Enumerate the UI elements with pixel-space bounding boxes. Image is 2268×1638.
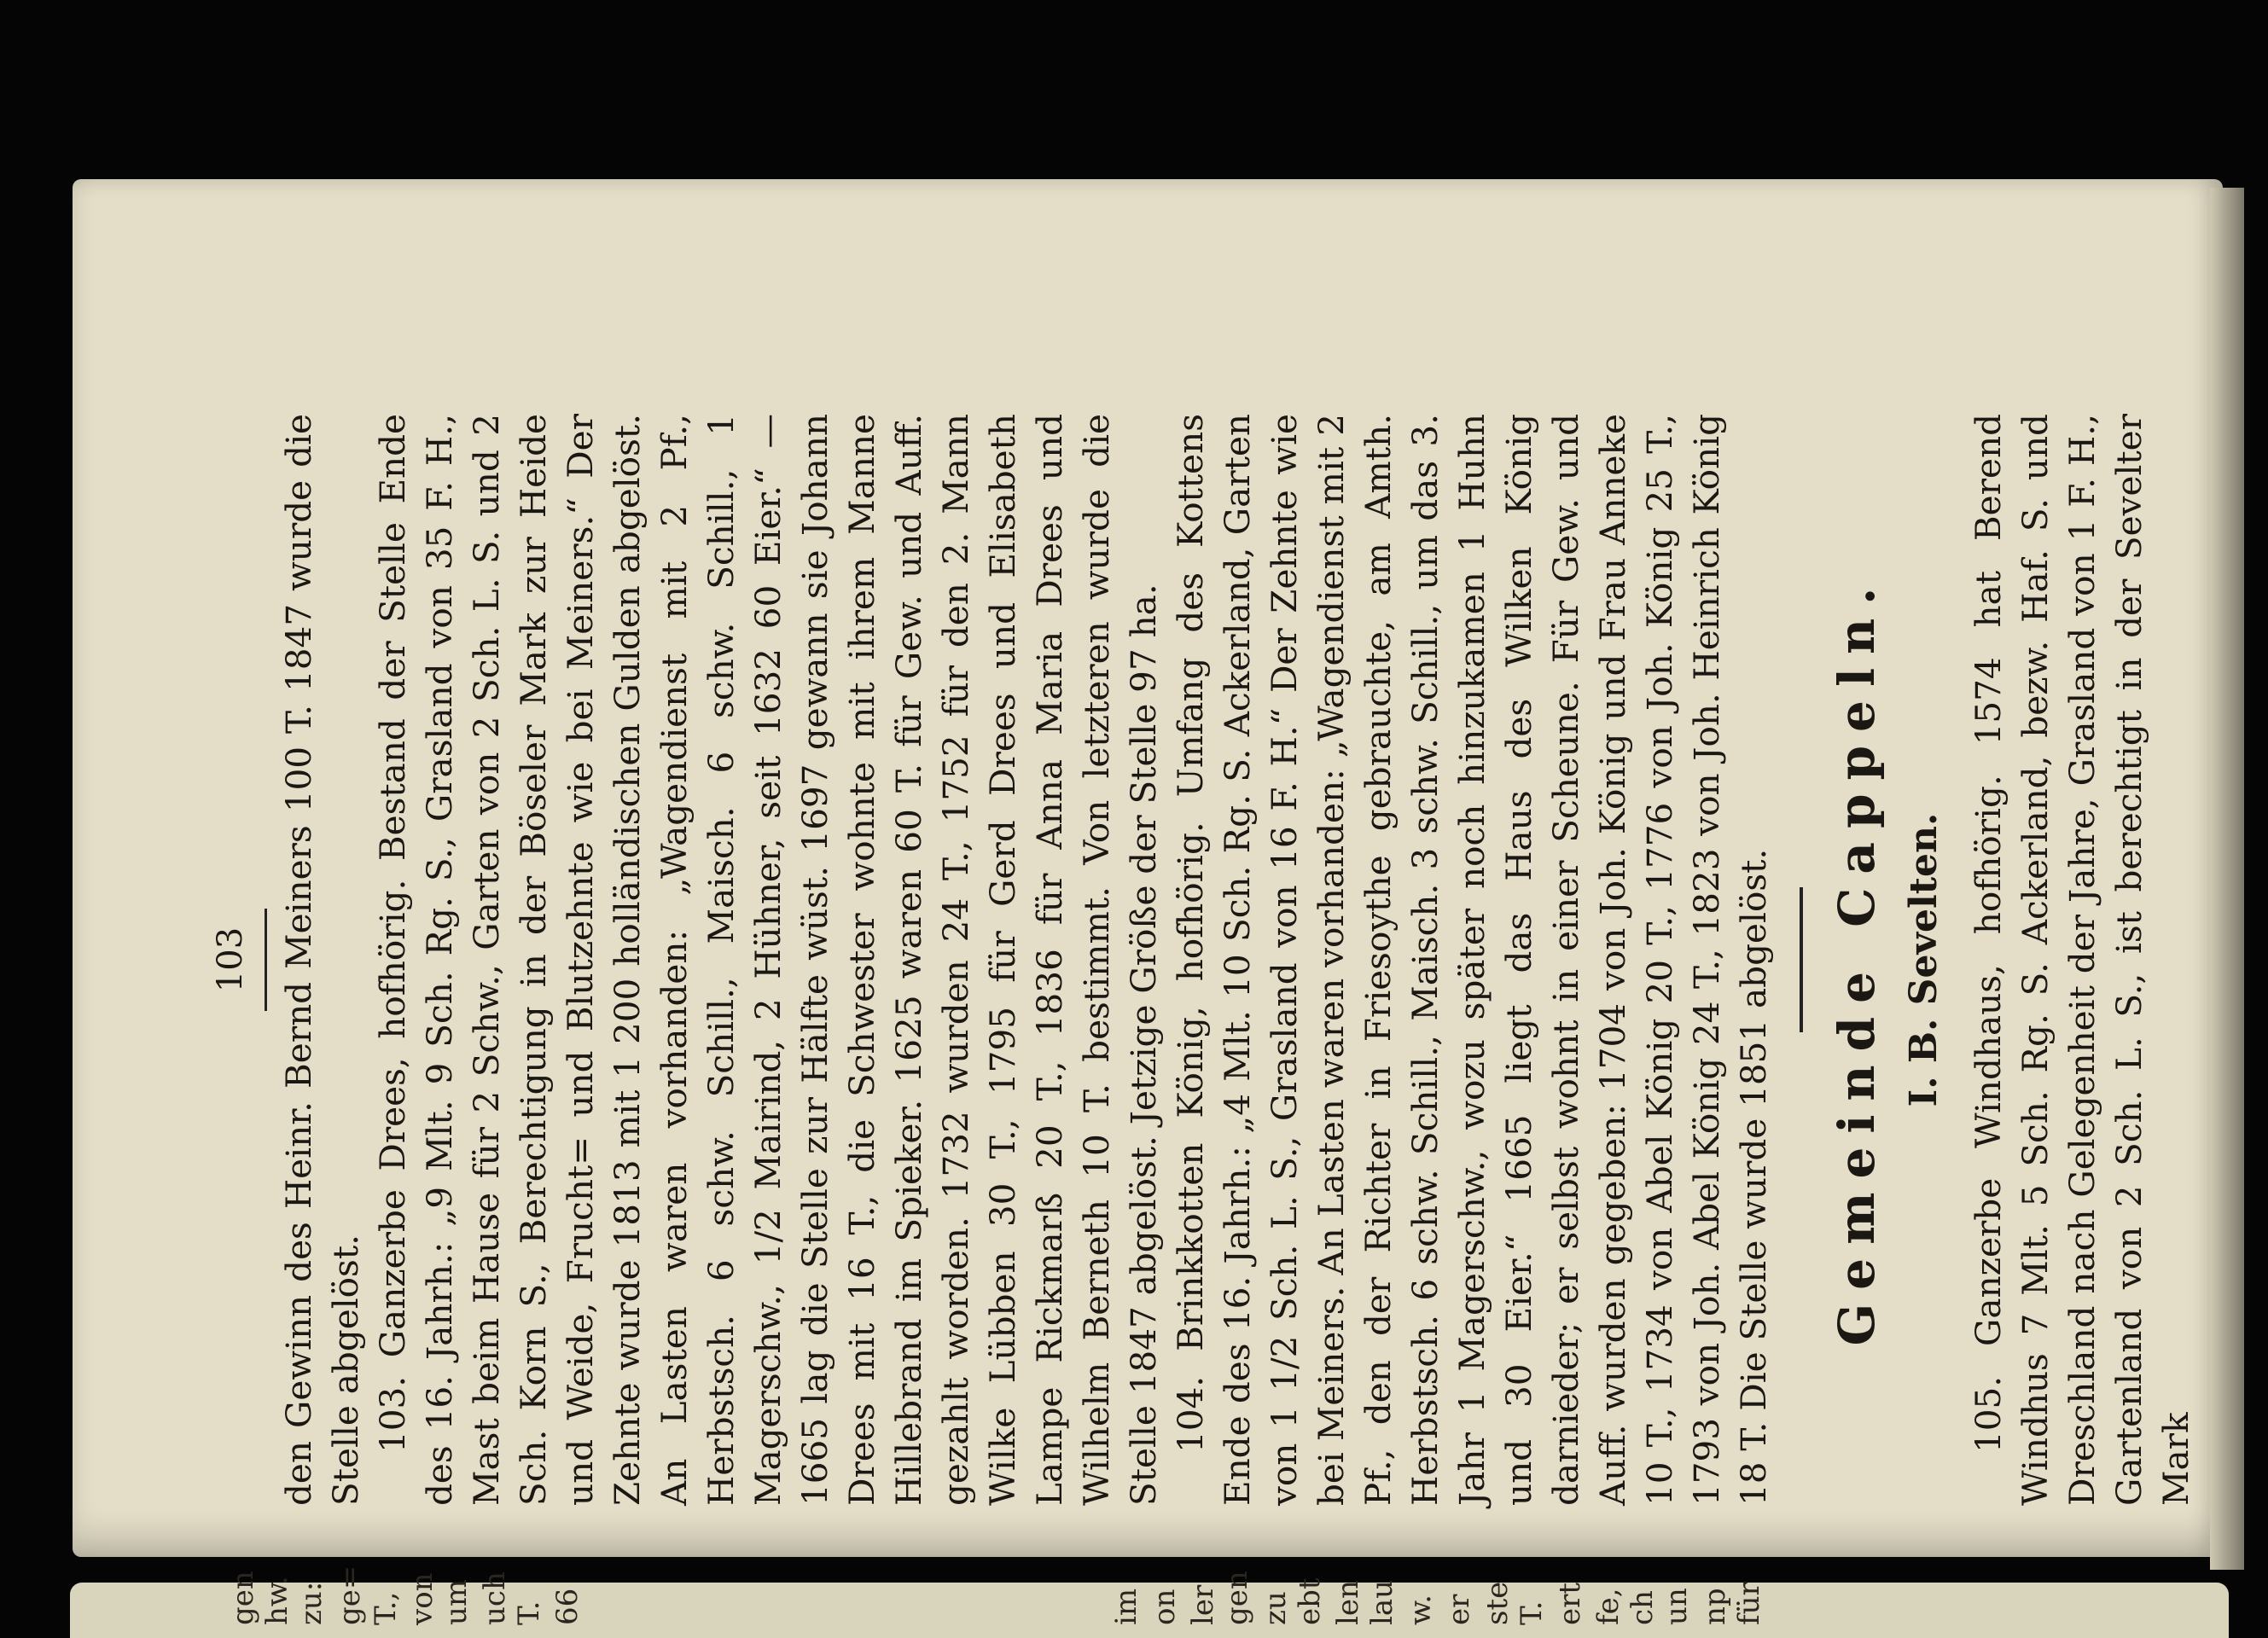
page-number: 103 — [211, 926, 250, 993]
facing-line-fragment: ste — [1480, 1581, 1515, 1625]
facing-line-fragment: len — [1331, 1580, 1365, 1625]
facing-line-fragment: lau — [1365, 1579, 1399, 1625]
facing-line-fragment: er — [1442, 1594, 1476, 1625]
facing-line-fragment: fe, — [1591, 1588, 1625, 1625]
section-rule — [1800, 887, 1803, 1032]
section-title: Gemeinde Cappeln. — [1828, 573, 1886, 1346]
facing-line-fragment: ge= — [333, 1565, 367, 1625]
facing-line-fragment: 66 — [550, 1588, 584, 1625]
paragraph-104: 104. Brinkkotten König, hofhörig. Umfang des Kottens Ende des 16. Jahrh.: „4 Mlt. 10 Sch. Rg. S. Ackerland, Garten von 1 1/2 Sch. L. S., Grasland von 16 F. H.“ Der Zehnte wie bei Meiners. An Lasten waren vorhanden: „Wagendienst mit 2 Pf., den der Richter in Friesoythe gebrauchte, am Amth. Herbstsch. 6 schw. Schill., Maisch. 3 schw. Schill., um das 3. Jahr 1 Magerschw., wozu später noch hinzukamen 1 Huhn und 30 Eier.“ 1665 liegt das Haus des Wilken König darnieder; er selbst wohnt in einer Scheune. Für Gew. und Auff. wurden gegeben: 1704 von Joh. König und Frau Anneke 10 T., 1734 von Abel König 20 T., 1776 von Joh. König 25 T., 1793 von Joh. Abel König 24 T., 1823 von Joh. Heinrich König 18 T. Die Stelle wurde 1851 abgelöst. — [1170, 414, 1774, 1506]
facing-line-fragment: ler — [1186, 1584, 1220, 1625]
facing-line-fragment: T. — [512, 1600, 546, 1625]
facing-line-fragment: w. — [1404, 1594, 1438, 1625]
section-subtitle: I. B. Sevelten. — [1902, 812, 1945, 1107]
facing-line-fragment: T., — [369, 1591, 403, 1625]
facing-line-fragment: zu — [1259, 1591, 1293, 1625]
facing-line-fragment: ert — [1553, 1582, 1587, 1625]
facing-line-fragment: gen — [1220, 1571, 1254, 1625]
facing-line-fragment: zu: — [294, 1581, 329, 1625]
facing-line-fragment: von — [405, 1572, 439, 1625]
page-edge — [2210, 188, 2244, 1570]
page-content — [196, 414, 2196, 1506]
facing-line-fragment: ch — [1625, 1590, 1660, 1625]
facing-line-fragment: on — [1148, 1589, 1182, 1625]
facing-line-fragment: hw. — [260, 1576, 294, 1625]
facing-line-fragment: np — [1698, 1588, 1732, 1625]
facing-line-fragment: ebt — [1293, 1577, 1327, 1625]
facing-line-fragment: im — [1109, 1588, 1143, 1625]
facing-line-fragment: gen — [226, 1571, 260, 1625]
header-rule — [265, 909, 267, 1011]
paragraph-105: 105. Ganzerbe Windhaus, hofhörig. 1574 hat Berend Windhus 7 Mlt. 5 Sch. Rg. S. Ackerland, bezw. Haf. S. und Dreschland nach Gelegenheit der Jahre, Grasland von 1 F. H., Gartenland von 2 Sch. L. S., ist berechtigt in der Sevelter Mark — [1968, 414, 2196, 1506]
facing-line-fragment: für — [1732, 1582, 1766, 1625]
facing-line-fragment: um — [439, 1578, 474, 1625]
paragraph-continuation: den Gewinn des Heinr. Bernd Meiners 100 T. 1847 wurde die Stelle abgelöst. — [278, 414, 366, 1506]
facing-line-fragment: un — [1660, 1588, 1694, 1625]
paragraph-103: 103. Ganzerbe Drees, hofhörig. Bestand der Stelle Ende des 16. Jahrh.: „9 Mlt. 9 Sch. Rg. S., Grasland von 35 F. H., Mast beim Hause für 2 Schw., Garten von 2 Sch. L. S. und 2 Sch. Korn S., Berechtigung in der Böseler Mark zur Heide und Weide, Frucht= und Blutzehnte wie bei Meiners.“ Der Zehnte wurde 1813 mit 1 200 holländischen Gulden abgelöst. An Lasten waren vorhanden: „Wagendienst mit 2 Pf., Herbstsch. 6 schw. Schill., Maisch. 6 schw. Schill., 1 Magerschw., 1/2 Mairind, 2 Hühner, seit 1632 60 Eier.“ — 1665 lag die Stelle zur Hälfte wüst. 1697 gewann sie Johann Drees mit 16 T., die Schwester wohnte mit ihrem Manne Hillebrand im Spieker. 1625 waren 60 T. für Gew. und Auff. gezahlt worden. 1732 wurden 24 T., 1752 für den 2. Mann Wilke Lübben 30 T., 1795 für Gerd Drees und Elisabeth Lampe Rickmarß 20 T., 1836 für Anna Maria Drees und Wilhelm Berneth 10 T. bestimmt. Von letzteren wurde die Stelle 1847 abgelöst. Jetzige Größe der Stelle 97 ha. — [372, 414, 1164, 1506]
facing-line-fragment: uch — [478, 1571, 512, 1625]
facing-line-fragment: T. — [1515, 1600, 1549, 1625]
